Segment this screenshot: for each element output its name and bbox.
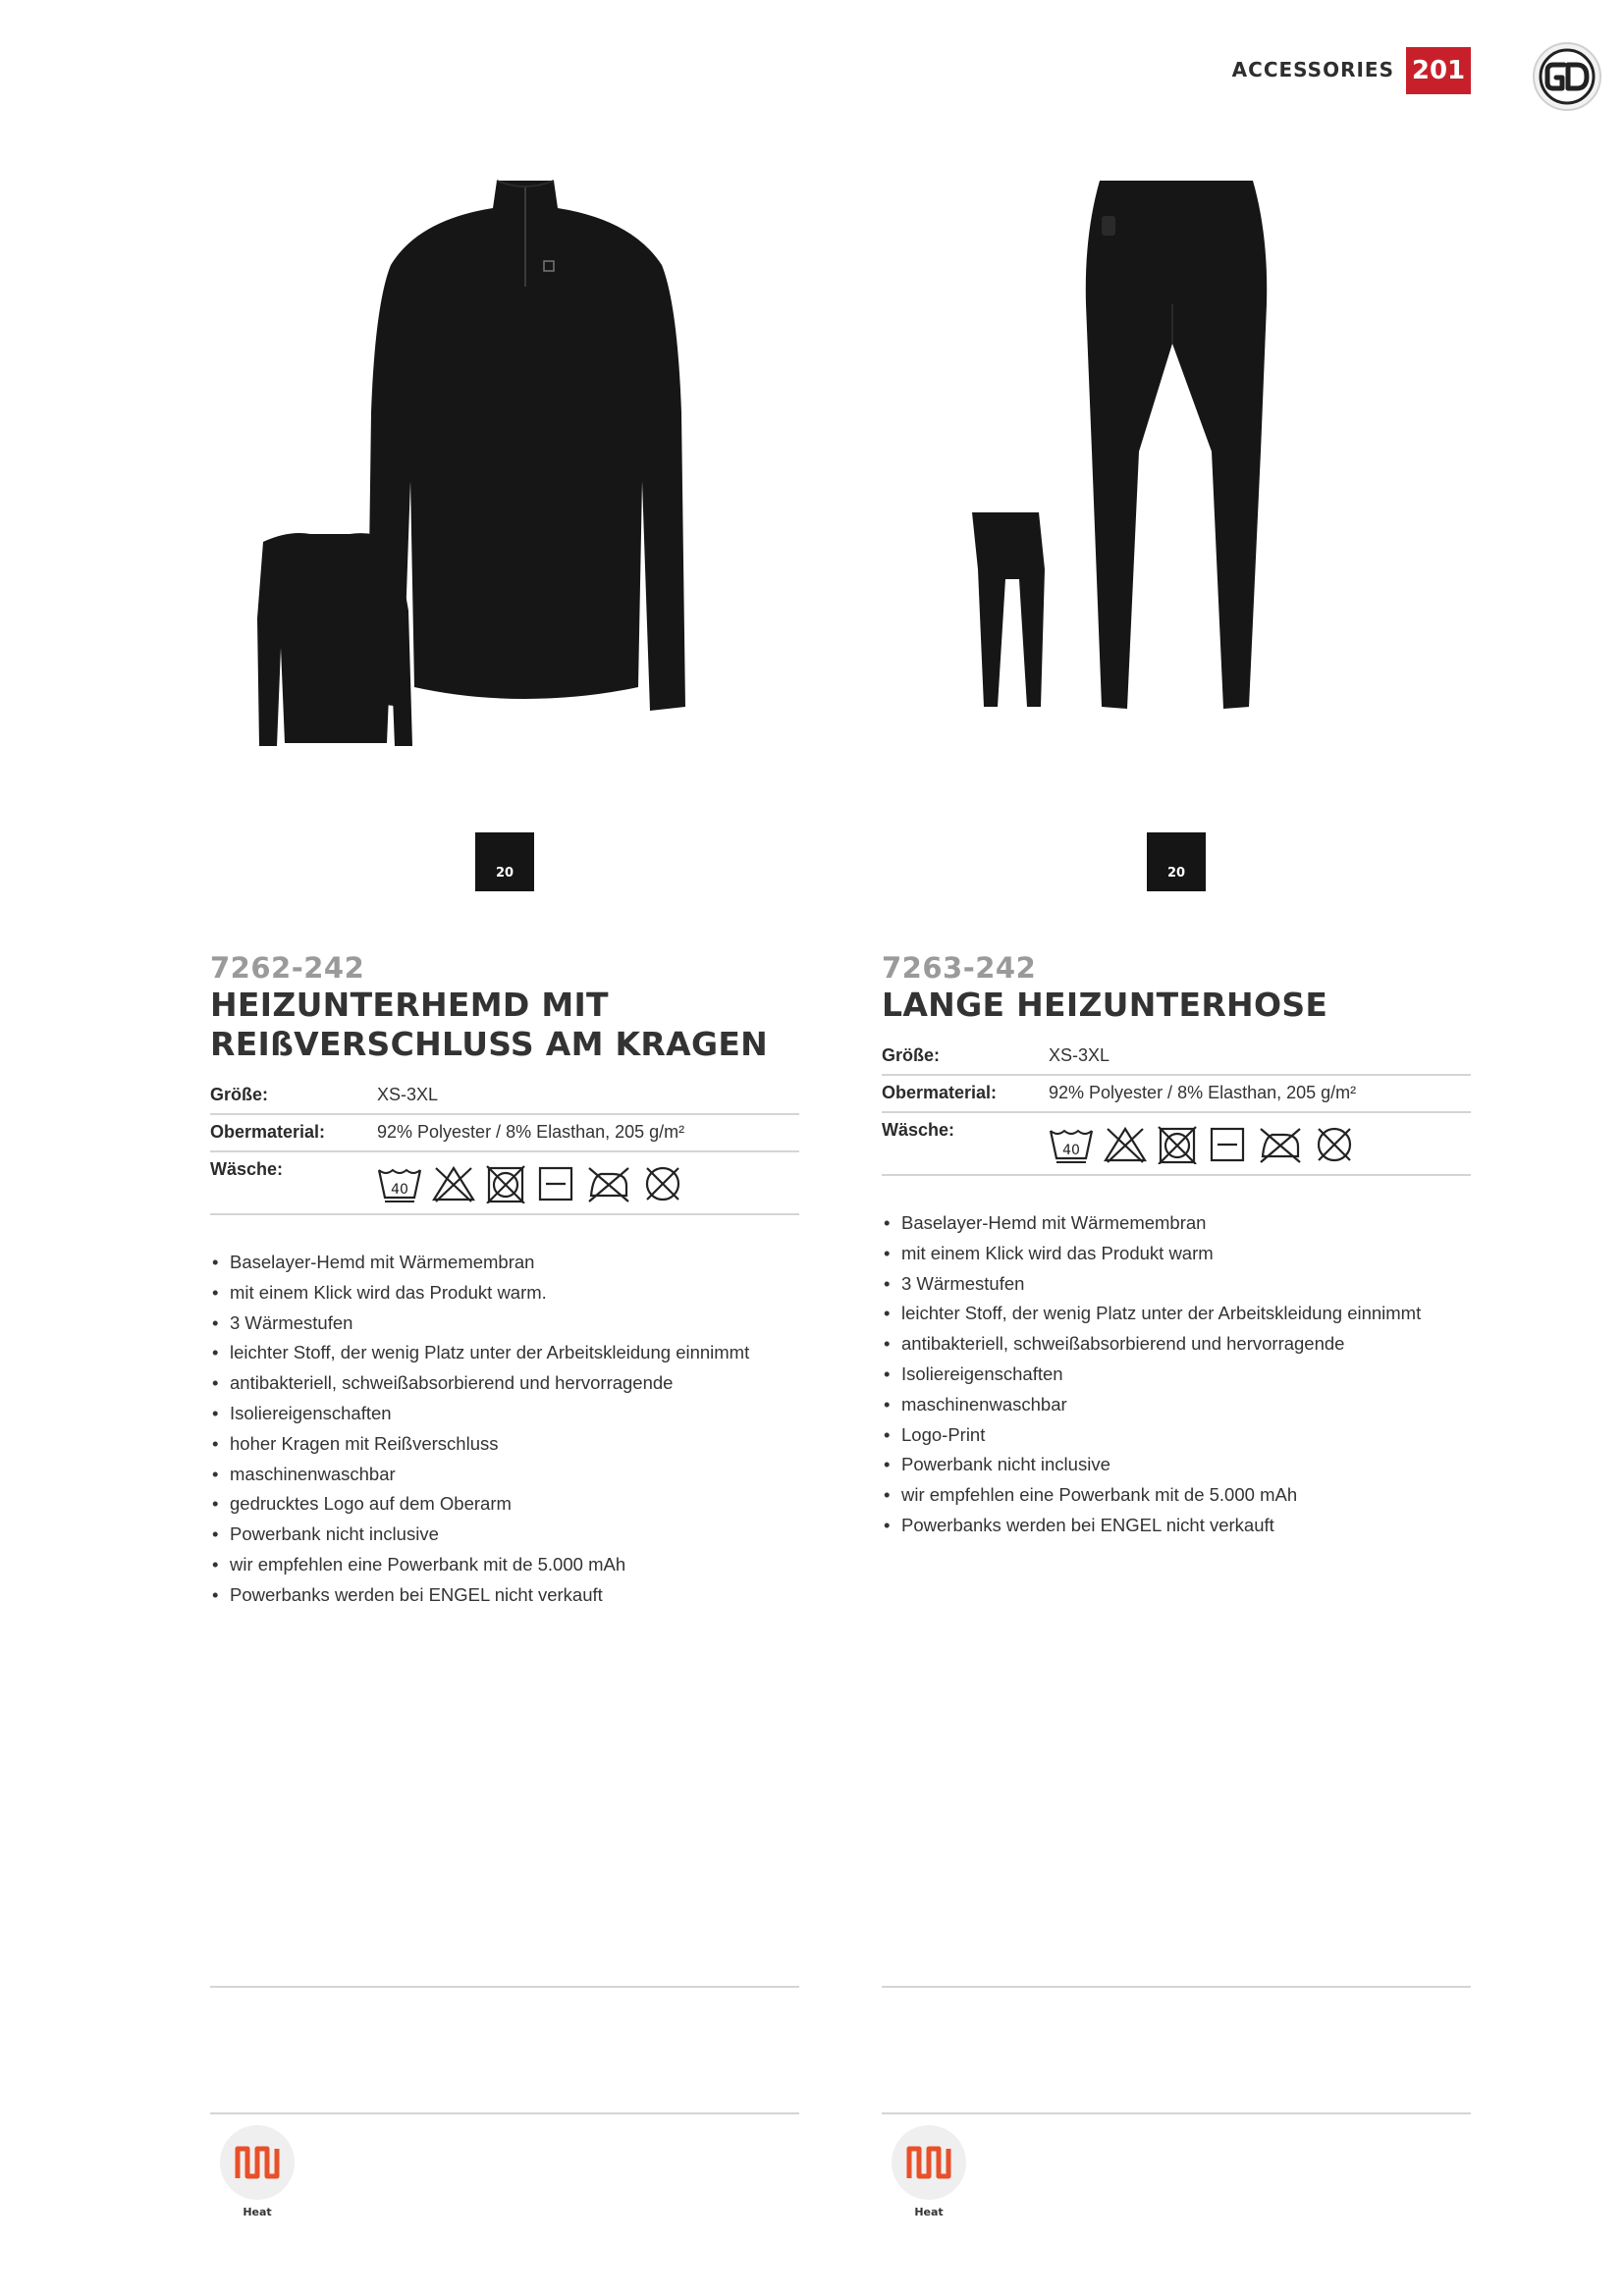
article-number: 7262-242 (210, 951, 365, 985)
spec-value: 92% Polyester / 8% Elasthan, 205 g/m² (377, 1122, 685, 1142)
heat-icon (892, 2125, 966, 2200)
list-item: • Baselayer-Hemd mit Wärmemembran (882, 1208, 1471, 1239)
no-iron-icon (1257, 1125, 1304, 1164)
product-title-line: HEIZUNTERHEMD MIT (210, 986, 609, 1024)
list-item: • Logo-Print (882, 1420, 1471, 1451)
spec-label: Größe: (882, 1045, 941, 1065)
dry-flat-icon (1208, 1125, 1247, 1164)
list-item: • Baselayer-Hemd mit Wärmemembran (210, 1248, 799, 1278)
article-number: 7263-242 (882, 951, 1037, 985)
list-item: • wir empfehlen eine Powerbank mit de 5.000 mAh (210, 1550, 799, 1580)
list-item: • wir empfehlen eine Powerbank mit de 5.000 mAh (882, 1480, 1471, 1511)
spec-label: Obermaterial: (210, 1122, 326, 1142)
no-dry-clean-icon (1314, 1125, 1355, 1164)
list-item: • Powerbanks werden bei ENGEL nicht verkauft (882, 1511, 1471, 1541)
list-item: • 3 Wärmestufen (882, 1269, 1471, 1300)
list-item: • Isoliereigenschaften (882, 1360, 1471, 1390)
spec-row-size (210, 1078, 799, 1115)
product-title-line: REIßVERSCHLUSS AM KRAGEN (210, 1025, 769, 1063)
spec-label: Größe: (210, 1085, 269, 1104)
spec-value: XS-3XL (1049, 1045, 1110, 1065)
spec-value: XS-3XL (377, 1085, 439, 1104)
badge-label: Heat (243, 2206, 272, 2218)
wash-40-icon (377, 1164, 422, 1203)
no-iron-icon (585, 1164, 632, 1203)
list-item: • leichter Stoff, der wenig Platz unter der Arbeitskleidung einnimmt (210, 1338, 799, 1368)
heat-icon (220, 2125, 295, 2200)
color-swatch: 20 (1147, 832, 1206, 891)
no-bleach-icon (1104, 1125, 1147, 1164)
divider (210, 2112, 799, 2114)
page-number: 201 (1406, 47, 1471, 94)
spec-label: Wäsche: (882, 1120, 955, 1140)
divider (210, 1986, 799, 1988)
list-item: • gedrucktes Logo auf dem Oberarm (210, 1489, 799, 1520)
spec-table (210, 1078, 799, 1215)
no-tumble-dry-icon (1157, 1125, 1198, 1164)
spec-row-material (210, 1115, 799, 1152)
gd-logo-icon (1532, 41, 1602, 112)
product-title (210, 986, 799, 1064)
divider (882, 1986, 1471, 1988)
divider (882, 2112, 1471, 2114)
product-card-pants (882, 0, 1471, 2296)
product-title (882, 986, 1471, 1025)
dry-flat-icon (536, 1164, 575, 1203)
list-item: • 3 Wärmestufen (210, 1308, 799, 1339)
section-title: ACCESSORIES (1231, 58, 1394, 81)
list-item: • maschinenwaschbar (210, 1460, 799, 1490)
product-card-shirt (210, 0, 799, 2296)
spec-row-wash (210, 1152, 799, 1215)
list-item: • leichter Stoff, der wenig Platz unter der Arbeitskleidung einnimmt (882, 1299, 1471, 1329)
list-item: • Isoliereigenschaften (210, 1399, 799, 1429)
list-item: • Powerbanks werden bei ENGEL nicht verkauft (210, 1580, 799, 1611)
no-dry-clean-icon (642, 1164, 683, 1203)
feature-list (210, 1248, 799, 1611)
spec-row-material (882, 1076, 1471, 1113)
list-item: • antibakteriell, schweißabsorbierend und hervorragende (882, 1329, 1471, 1360)
list-item: • mit einem Klick wird das Produkt warm (882, 1239, 1471, 1269)
care-symbols (377, 1164, 683, 1205)
spec-row-wash (882, 1113, 1471, 1176)
feature-list (882, 1208, 1471, 1541)
spec-value: 92% Polyester / 8% Elasthan, 205 g/m² (1049, 1083, 1357, 1102)
list-item: • antibakteriell, schweißabsorbierend und hervorragende (210, 1368, 799, 1399)
list-item: • hoher Kragen mit Reißverschluss (210, 1429, 799, 1460)
list-item: • maschinenwaschbar (882, 1390, 1471, 1420)
feature-badge-heat (890, 2125, 968, 2218)
spec-label: Obermaterial: (882, 1083, 998, 1102)
feature-badge-heat (218, 2125, 297, 2218)
spec-table (882, 1039, 1471, 1176)
no-bleach-icon (432, 1164, 475, 1203)
wash-temp: 40 (391, 1182, 408, 1198)
spec-row-size (882, 1039, 1471, 1076)
product-image-shirt (210, 157, 799, 785)
list-item: • Powerbank nicht inclusive (210, 1520, 799, 1550)
wash-40-icon (1049, 1125, 1094, 1164)
care-symbols (1049, 1125, 1355, 1166)
list-item: • mit einem Klick wird das Produkt warm. (210, 1278, 799, 1308)
product-title-line: LANGE HEIZUNTERHOSE (882, 986, 1328, 1024)
color-swatch: 20 (475, 832, 534, 891)
product-image-pants (882, 157, 1471, 785)
badge-label: Heat (914, 2206, 944, 2218)
spec-label: Wäsche: (210, 1159, 284, 1179)
wash-temp: 40 (1062, 1143, 1080, 1158)
no-tumble-dry-icon (485, 1164, 526, 1203)
list-item: • Powerbank nicht inclusive (882, 1450, 1471, 1480)
